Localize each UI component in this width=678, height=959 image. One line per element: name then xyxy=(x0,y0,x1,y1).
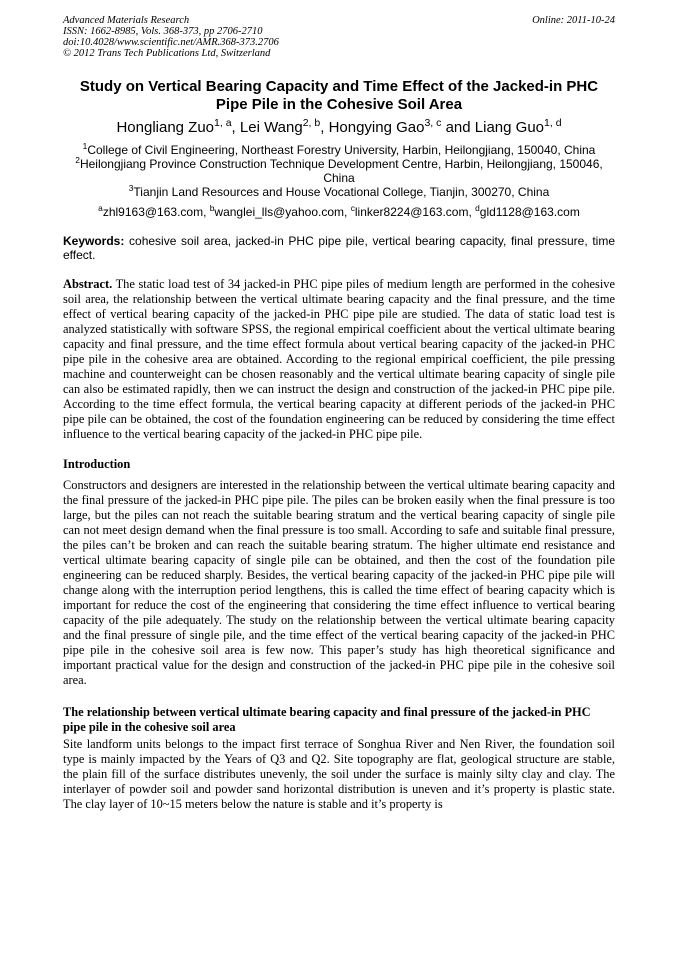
abstract-label: Abstract. xyxy=(63,277,113,291)
email-address[interactable]: gld1128@163.com xyxy=(479,205,580,219)
author-affil-sup: 2, b xyxy=(302,117,321,129)
author-separator: , xyxy=(320,119,329,136)
affiliation xyxy=(63,143,615,157)
author-name: Hongliang Zuo xyxy=(116,119,215,136)
email-list xyxy=(63,205,615,219)
affiliation-number: 3 xyxy=(128,183,134,193)
online-date: Online: 2011-10-24 xyxy=(532,15,615,26)
journal-header xyxy=(63,15,615,59)
email-address[interactable]: wanglei_lls@yahoo.com xyxy=(214,205,345,219)
email-sup: c xyxy=(350,203,355,213)
email-address[interactable]: zhl9163@163.com xyxy=(102,205,204,219)
copyright-line: © 2012 Trans Tech Publications Ltd, Switzerland xyxy=(63,48,271,59)
issn-line: ISSN: 1662-8985, Vols. 368-373, pp 2706-2710 xyxy=(63,26,263,37)
affiliation-number: 2 xyxy=(75,155,80,165)
author-separator: and xyxy=(441,119,475,136)
journal-name: Advanced Materials Research xyxy=(63,15,190,26)
author-separator: , xyxy=(231,119,240,136)
keywords-text: cohesive soil area, jacked-in PHC pipe pile, vertical bearing capacity, final pressure, time effect. xyxy=(63,234,615,262)
affiliation-text: College of Civil Engineering, Northeast Forestry University, Harbin, Heilongjiang, 150040, China xyxy=(87,143,596,157)
email-separator: , xyxy=(468,205,476,219)
keywords-label: Keywords: xyxy=(63,234,125,248)
author-affil-sup: 1, d xyxy=(544,117,562,129)
introduction-paragraph: Constructors and designers are interested in the relationship between the vertical ultimate bearing capacity and the final pressure of the jacked-in PHC pipe pile. The piles can be broken easily when the final pressure is too large, but the piles can not reach the suitable bearing stratum and the vertical bearing capacity of single pile can not meet design demand when the final pressure is too small. According to safe and suitable final pressure, the piles can’t be broken and can reach the suitable bearing stratum. The higher ultimate end resistance and vertical ultimate bearing capacity of single pile can be obtained, and then the cost of the foundation pile engineering can be reduced sharply. Besides, the vertical bearing capacity of the jacked-in PHC pipe pile will change along with the interruption period lengthens, this is called the time effect of bearing capacity which is important for reduce the cost of the engineering that considering the time effect influence to vertical bearing capacity of the pile adequately. The study on the relationship between the vertical ultimate bearing capacity and the final pressure of single pile, and the time effect of the vertical bearing capacity of the jacked-in PHC pipe pile in the cohesive soil area is few now. This paper’s study has high theoretical significance and important practical value for the design and construction of the jacked-in PHC pipe pile in the cohesive soil area. xyxy=(63,478,615,687)
author-affil-sup: 3, c xyxy=(424,117,442,129)
email-sup: b xyxy=(209,203,215,213)
affiliation-list xyxy=(63,143,615,199)
email-separator: , xyxy=(203,205,210,219)
keywords xyxy=(63,234,615,262)
paper-title: Study on Vertical Bearing Capacity and Time Effect of the Jacked-in PHC Pipe Pile in the Cohesive Soil Area xyxy=(79,78,599,113)
email-separator: , xyxy=(344,205,351,219)
section-heading-introduction: Introduction xyxy=(63,457,131,471)
author-affil-sup: 1, a xyxy=(214,117,232,129)
affiliation-number: 1 xyxy=(82,141,88,151)
relationship-paragraph: Site landform units belongs to the impact first terrace of Songhua River and Nen River, the foundation soil type is mainly impacted by the Years of Q3 and Q2. Site topography are flat, geological structure are stable, the plain fill of the surface distributes unevenly, the soil under the surface is mainly silty clay and clay. The interlayer of powder soil and powder sand horizontal distribution is uneven and it’s property is plastic state. The clay layer of 10~15 meters below the nature is stable and it’s property is xyxy=(63,737,615,811)
abstract xyxy=(63,277,615,442)
doi-line: doi:10.4028/www.scientific.net/AMR.368-373.2706 xyxy=(63,37,279,48)
author-name: Hongying Gao xyxy=(328,119,425,136)
email-address[interactable]: linker8224@163.com xyxy=(354,205,469,219)
affiliation-text: Tianjin Land Resources and House Vocational College, Tianjin, 300270, China xyxy=(133,185,550,199)
author-list xyxy=(63,118,615,137)
affiliation-text: Heilongjiang Province Construction Technique Development Centre, Harbin, Heilongjiang, 150046, China xyxy=(79,157,603,185)
author-name: Lei Wang xyxy=(239,119,303,136)
email-sup: a xyxy=(98,203,103,213)
abstract-text: The static load test of 34 jacked-in PHC pipe piles of medium length are performed in the cohesive soil area, the relationship between the vertical ultimate bearing capacity and the final pressure, and the time effect of vertical bearing capacity of the jacked-in PHC pipe pile are studied. The data of static load test is analyzed statistically with software SPSS, the regional empirical coefficient about the vertical ultimate bearing capacity and final pressure, and the time effect formula about vertical bearing capacity of the jacked-in PHC pipe pile in the cohesive area are obtained. According to the regional empirical coefficient, the pile pressing machine and counterweight can be chosen reasonably and the vertical ultimate bearing capacity of single pile can also be estimated rapidly, then we can instruct the design and construction of the jacked-in PHC pipe pile. According to the time effect formula, the vertical bearing capacity at different periods of the jacked-in PHC pipe pile can be obtained, the cost of the foundation engineering can be reduced by considering the time effect influence to the vertical bearing capacity of the jacked-in PHC pipe pile. xyxy=(63,277,615,441)
section-heading-relationship: The relationship between vertical ultimate bearing capacity and final pressure of the jacked-in PHC pipe pile in the cohesive soil area xyxy=(63,705,591,734)
affiliation xyxy=(63,185,615,199)
author-name: Liang Guo xyxy=(474,119,545,136)
email-sup: d xyxy=(475,203,480,213)
affiliation xyxy=(63,157,615,185)
